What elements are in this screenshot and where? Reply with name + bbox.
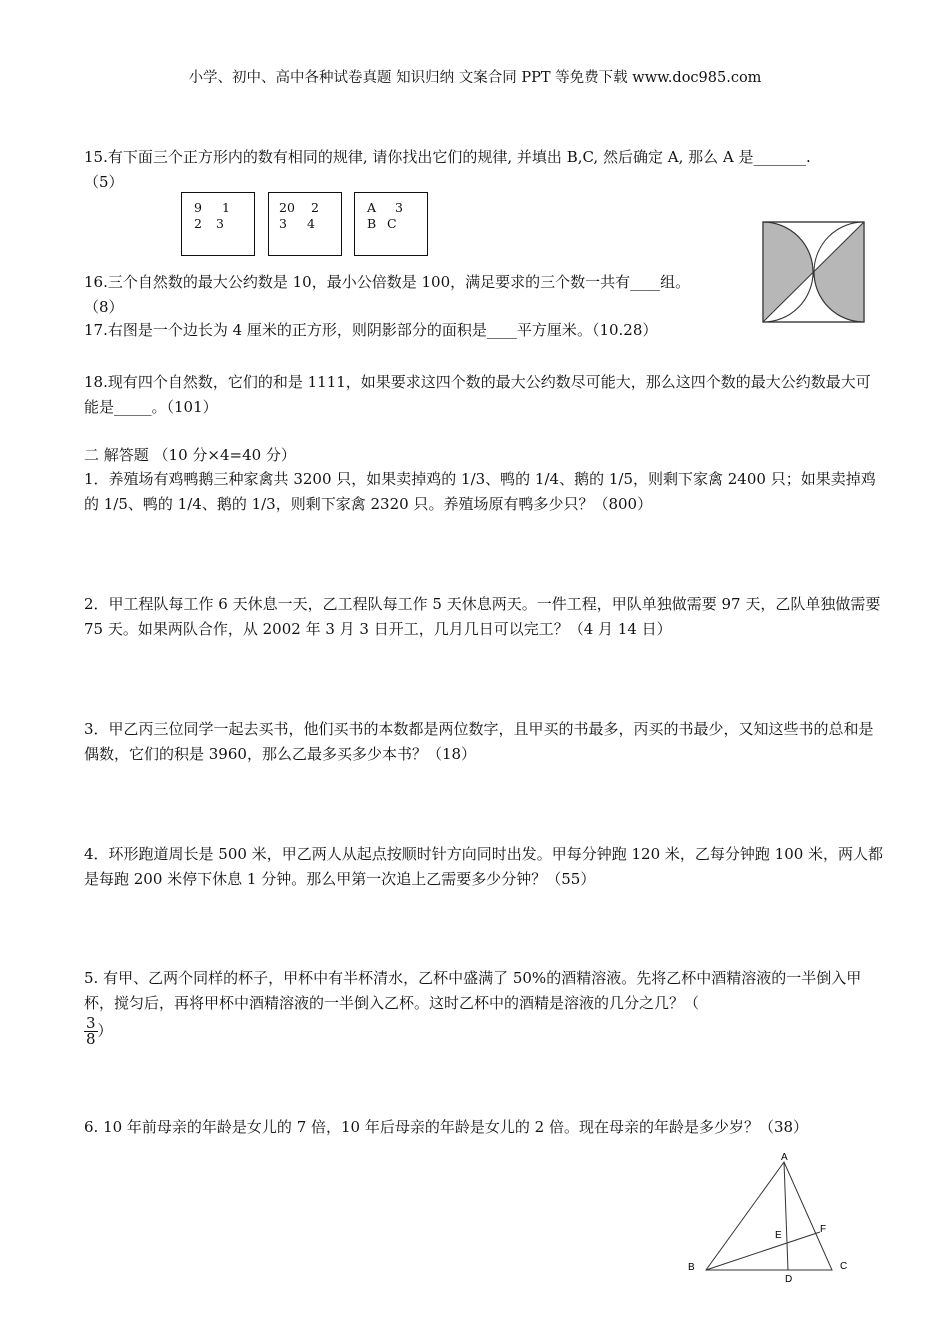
question-15	[84, 145, 884, 195]
label-B: B	[688, 1262, 695, 1273]
problem-3: 3．甲乙丙三位同学一起去买书，他们买书的本数都是两位数字，且甲买的书最多，丙买的书最少，又知这些书的总和是偶数，它们的积是 3960，那么乙最多买多少本书？（18）	[84, 720, 874, 763]
label-E: E	[775, 1230, 782, 1241]
number-square-2	[268, 192, 342, 256]
square-1-top-left: 9	[194, 200, 202, 215]
square-1-bottom-left: 2	[194, 216, 202, 231]
question-16-text: 16.三个自然数的最大公约数是 10，最小公倍数是 100，满足要求的三个数一共有____组。	[84, 273, 691, 291]
square-2-bottom-right: 4	[307, 216, 315, 231]
problem-5-text: 5. 有甲、乙两个同样的杯子，甲杯中有半杯清水，乙杯中盛满了 50%的酒精溶液。先将乙杯中酒精溶液的一半倒入甲杯，搅匀后，再将甲杯中酒精溶液的一半倒入乙杯。这时乙杯中的酒精是溶液的几分之几？（	[84, 969, 862, 1012]
square-3-top-left: A	[367, 200, 377, 215]
problem-2: 2．甲工程队每工作 6 天休息一天，乙工程队每工作 5 天休息两天。一件工程，甲队单独做需要 97 天，乙队单独做需要 75 天。如果两队合作，从 2002 年 3 月 3 日开工，几月几日可以完工？（4 月 14 日）	[84, 595, 881, 638]
square-3-bottom-left: B	[367, 216, 377, 231]
problem-5	[84, 966, 884, 1047]
problem-5-close: ）	[97, 1021, 113, 1040]
question-17: 17.右图是一个边长为 4 厘米的正方形，则阴影部分的面积是____平方厘米。（10.28）	[84, 321, 658, 339]
question-16	[84, 270, 764, 320]
fraction-answer	[84, 1016, 98, 1047]
question-15-text: 15.有下面三个正方形内的数有相同的规律, 请你找出它们的规律, 并填出 B,C, 然后确定 A, 那么 A 是_______.	[84, 148, 811, 166]
question-18: 18.现有四个自然数，它们的和是 1111，如果要求这四个数的最大公约数尽可能大，那么这四个数的最大公约数最大可能是_____。（101）	[84, 373, 871, 416]
square-1-bottom-right: 3	[216, 216, 224, 231]
square-2-top-right: 2	[311, 200, 319, 215]
question-15-answer: （5）	[84, 173, 124, 191]
question-16-answer: （8）	[84, 298, 124, 316]
section-2-heading: 二 解答题 （10 分×4=40 分）	[84, 446, 296, 464]
fraction-denominator: 8	[86, 1030, 96, 1048]
square-2-bottom-left: 3	[279, 216, 287, 231]
square-3-top-right: 3	[395, 200, 403, 215]
problem-4: 4．环形跑道周长是 500 米，甲乙两人从起点按顺时针方向同时出发。甲每分钟跑 120 米，乙每分钟跑 100 米，两人都是每跑 200 米停下休息 1 分钟。那么甲第一次追上乙需要多少分钟？（55）	[84, 845, 884, 888]
number-square-3	[354, 192, 428, 256]
square-2-top-left: 20	[279, 200, 295, 215]
square-1-top-right: 1	[222, 200, 230, 215]
label-A: A	[781, 1152, 788, 1163]
shaded-square-figure	[762, 221, 866, 324]
label-C: C	[840, 1261, 848, 1272]
label-F: F	[820, 1224, 827, 1235]
page-header: 小学、初中、高中各种试卷真题 知识归纳 文案合同 PPT 等免费下载 www.doc985.com	[188, 70, 762, 86]
triangle-figure	[680, 1148, 860, 1288]
square-3-bottom-right: C	[387, 216, 397, 231]
problem-6: 6. 10 年前母亲的年龄是女儿的 7 倍，10 年后母亲的年龄是女儿的 2 倍。现在母亲的年龄是多少岁？（38）	[84, 1118, 809, 1136]
number-square-1	[181, 192, 255, 256]
problem-1: 1．养殖场有鸡鸭鹅三种家禽共 3200 只，如果卖掉鸡的 1/3、鸭的 1/4、鹅的 1/5，则剩下家禽 2400 只；如果卖掉鸡的 1/5、鸭的 1/4、鹅的 1/3，则剩下家禽 2320 只。养殖场原有鸭多少只？（800）	[84, 470, 876, 513]
fraction-numerator: 3	[86, 1014, 96, 1032]
label-D: D	[785, 1274, 793, 1285]
